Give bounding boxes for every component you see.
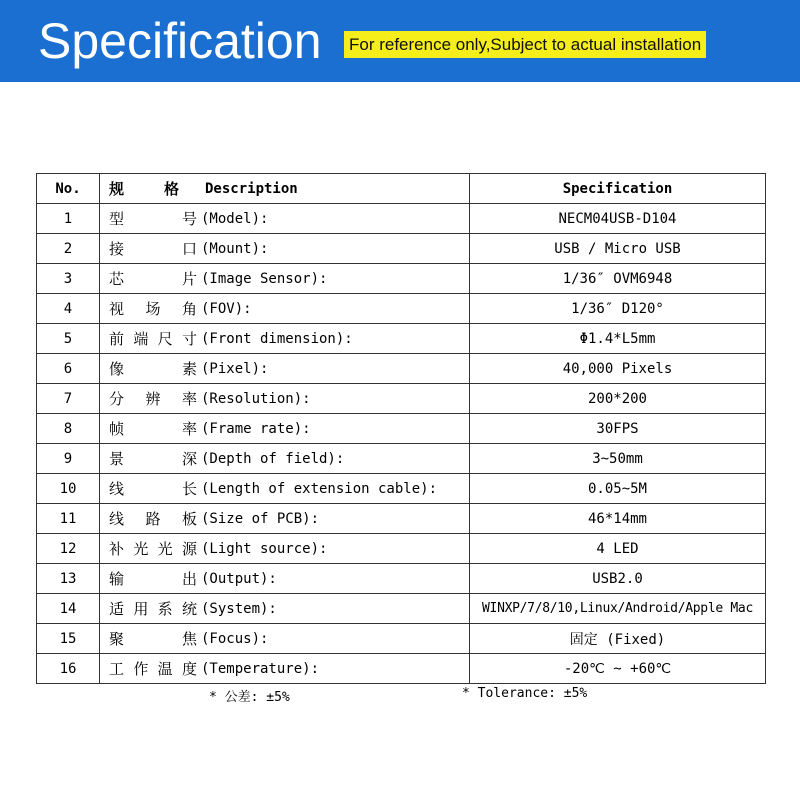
description-en: (Output): <box>201 570 277 587</box>
row-number: 9 <box>37 444 100 474</box>
row-description <box>100 444 470 474</box>
description-zh: 补光光源 <box>109 540 197 558</box>
description-en: (Light source): <box>201 540 328 557</box>
table-body <box>37 204 766 684</box>
table-row <box>37 204 766 234</box>
table-row <box>37 324 766 354</box>
header-description-zh: 规 格 <box>109 180 179 198</box>
table-row <box>37 654 766 684</box>
row-specification: USB2.0 <box>470 564 766 594</box>
description-en: (Front dimension): <box>201 330 353 347</box>
row-number: 5 <box>37 324 100 354</box>
row-description <box>100 294 470 324</box>
row-specification: 固定 (Fixed) <box>470 624 766 654</box>
row-number: 2 <box>37 234 100 264</box>
row-description <box>100 324 470 354</box>
description-en: (Depth of field): <box>201 450 345 467</box>
row-number: 11 <box>37 504 100 534</box>
description-zh: 分辨率 <box>109 390 197 408</box>
description-en: (Image Sensor): <box>201 270 328 287</box>
description-en: (FOV): <box>201 300 252 317</box>
description-en: (Temperature): <box>201 660 320 677</box>
description-en: (Size of PCB): <box>201 510 320 527</box>
row-specification: 1/36″ D120° <box>470 294 766 324</box>
description-en: (Pixel): <box>201 360 269 377</box>
table-row <box>37 594 766 624</box>
description-zh: 输出 <box>109 570 197 588</box>
description-en: (System): <box>201 600 277 617</box>
row-number: 10 <box>37 474 100 504</box>
row-description <box>100 414 470 444</box>
row-description <box>100 624 470 654</box>
row-specification: 0.05~5M <box>470 474 766 504</box>
description-zh: 聚焦 <box>109 630 197 648</box>
description-zh: 线长 <box>109 480 197 498</box>
row-number: 13 <box>37 564 100 594</box>
row-specification: WINXP/7/8/10,Linux/Android/Apple Mac <box>470 594 766 624</box>
row-number: 7 <box>37 384 100 414</box>
row-number: 1 <box>37 204 100 234</box>
row-description <box>100 474 470 504</box>
row-number: 14 <box>37 594 100 624</box>
row-number: 4 <box>37 294 100 324</box>
description-zh: 视场角 <box>109 300 197 318</box>
row-description <box>100 354 470 384</box>
row-specification: 30FPS <box>470 414 766 444</box>
description-en: (Focus): <box>201 630 269 647</box>
description-en: (Length of extension cable): <box>201 480 438 497</box>
description-zh: 工作温度 <box>109 660 197 678</box>
row-specification: 46*14mm <box>470 504 766 534</box>
description-zh: 线路板 <box>109 510 197 528</box>
row-number: 15 <box>37 624 100 654</box>
row-description <box>100 654 470 684</box>
row-specification: USB / Micro USB <box>470 234 766 264</box>
row-specification: 3~50mm <box>470 444 766 474</box>
table-header-row <box>37 174 766 204</box>
header-no: No. <box>37 174 100 204</box>
description-zh: 景深 <box>109 450 197 468</box>
header-banner <box>0 0 800 82</box>
table-row <box>37 414 766 444</box>
row-description <box>100 234 470 264</box>
table-row <box>37 294 766 324</box>
description-zh: 帧率 <box>109 420 197 438</box>
row-description <box>100 264 470 294</box>
table-row <box>37 534 766 564</box>
tolerance-note-zh: * 公差: ±5% <box>209 690 290 705</box>
row-description <box>100 594 470 624</box>
description-zh: 像素 <box>109 360 197 378</box>
row-specification: Φ1.4*L5mm <box>470 324 766 354</box>
row-specification: 4 LED <box>470 534 766 564</box>
table-row <box>37 264 766 294</box>
tolerance-note-en: * Tolerance: ±5% <box>462 686 588 701</box>
row-number: 3 <box>37 264 100 294</box>
row-specification: -20℃ ~ +60℃ <box>470 654 766 684</box>
description-en: (Model): <box>201 210 269 227</box>
row-number: 6 <box>37 354 100 384</box>
description-en: (Resolution): <box>201 390 311 407</box>
row-description <box>100 534 470 564</box>
table-row <box>37 564 766 594</box>
description-en: (Frame rate): <box>201 420 311 437</box>
row-description <box>100 564 470 594</box>
specification-table <box>36 173 766 684</box>
row-number: 12 <box>37 534 100 564</box>
description-zh: 前端尺寸 <box>109 330 197 348</box>
description-zh: 适用系统 <box>109 600 197 618</box>
table-row <box>37 474 766 504</box>
disclaimer-badge: For reference only,Subject to actual installation <box>344 31 706 58</box>
row-specification: 40,000 Pixels <box>470 354 766 384</box>
table-row <box>37 444 766 474</box>
row-number: 16 <box>37 654 100 684</box>
header-specification: Specification <box>470 174 766 204</box>
table-row <box>37 234 766 264</box>
table-row <box>37 504 766 534</box>
description-zh: 芯片 <box>109 270 197 288</box>
header-description <box>100 174 470 204</box>
table-row <box>37 384 766 414</box>
row-description <box>100 504 470 534</box>
table-row <box>37 354 766 384</box>
row-description <box>100 204 470 234</box>
row-specification: NECM04USB-D104 <box>470 204 766 234</box>
description-zh: 型号 <box>109 210 197 228</box>
row-number: 8 <box>37 414 100 444</box>
page-title: Specification <box>38 13 322 69</box>
description-zh: 接口 <box>109 240 197 258</box>
row-description <box>100 384 470 414</box>
header-description-en: Description <box>205 180 298 197</box>
row-specification: 1/36″ OVM6948 <box>470 264 766 294</box>
table-row <box>37 624 766 654</box>
description-en: (Mount): <box>201 240 269 257</box>
row-specification: 200*200 <box>470 384 766 414</box>
